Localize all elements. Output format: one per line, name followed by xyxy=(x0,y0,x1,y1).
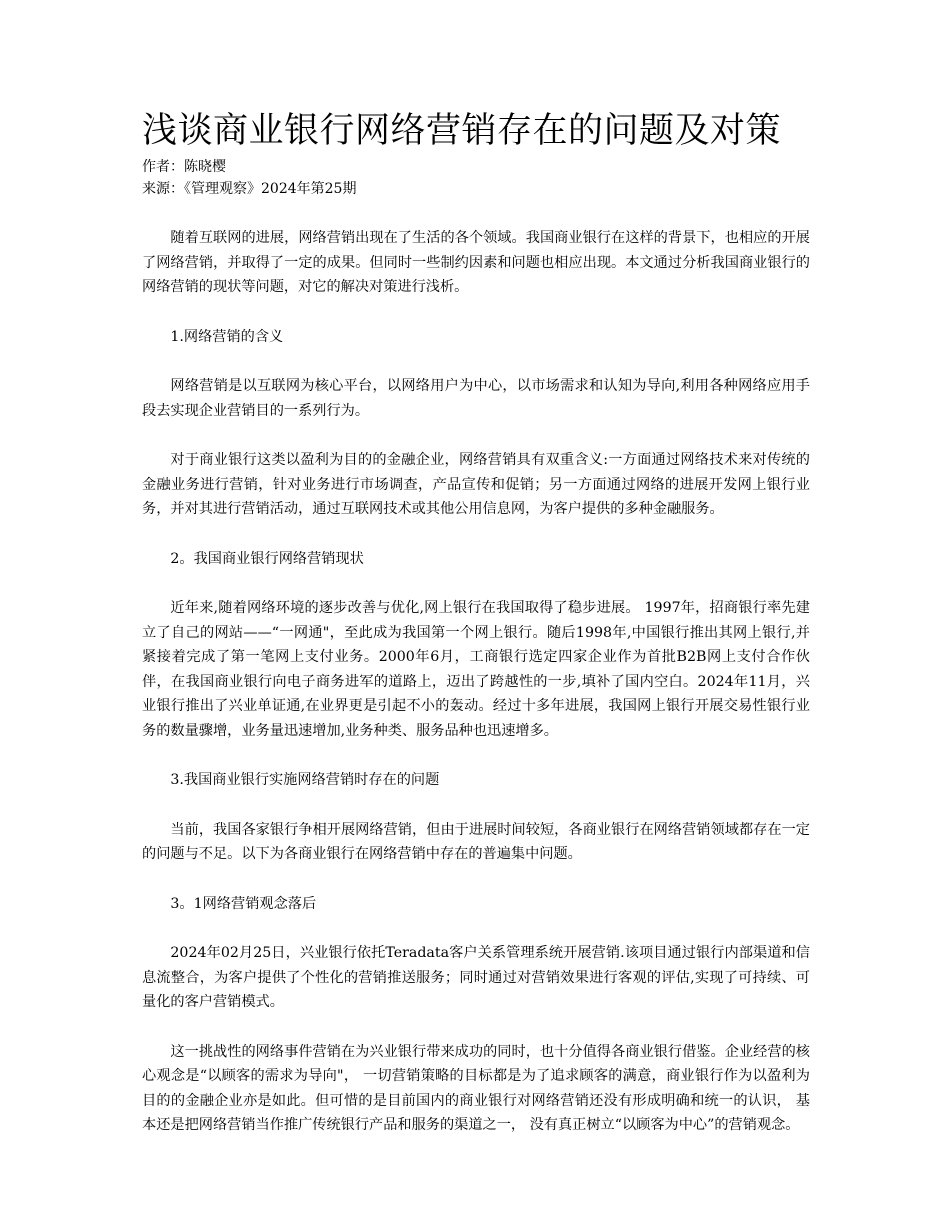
article-page xyxy=(142,108,810,1163)
section-heading-2: 2。我国商业银行网络营销现状 xyxy=(170,550,364,567)
paragraph-customer-concept: 这一挑战性的网络事件营销在为兴业银行带来成功的同时，也十分值得各商业银行借鉴。企业经营的核心观念是“以顾客的需求为导向"， 一切营销策略的目标都是为了追求顾客的满意，商业银行作为以盈利为目的的金融企业亦是如此。但可惜的是目前国内的商业银行对网络营销还没有形成明确和统一的认识， 基本还是把网络营销当作推广传统银行产品和服务的渠道之一， 没有真正树立“以顾客为中心”的营销观念。 xyxy=(142,1043,810,1133)
paragraph-teradata: 2024年02月25日，兴业银行依托Teradata客户关系管理系统开展营销.该项目通过银行内部渠道和信息流整合，为客户提供了个性化的营销推送服务；同时通过对营销效果进行客观的评估,实现了可持续、可量化的客户营销模式。 xyxy=(142,945,810,1010)
article-source: 来源：《管理观察》2024年第25期 xyxy=(142,181,357,197)
paragraph-definition: 网络营销是以互联网为核心平台，以网络用户为中心，以市场需求和认知为导向,利用各种网络应用手段去实现企业营销目的一系列行为。 xyxy=(142,378,810,419)
paragraph-current-status: 近年来,随着网络环境的逐步改善与优化,网上银行在我国取得了稳步进展。 1997年，招商银行率先建立了自己的网站——“一网通"，至此成为我国第一个网上银行。随后1998年,中国银行推出其网上银行,并紧接着完成了第一笔网上支付业务。2000年6月，工商银行选定四家企业作为首批B2B网上支付合作伙伴，在我国商业银行向电子商务进军的道路上，迈出了跨越性的一步,填补了国内空白。2024年11月，兴业银行推出了兴业单证通,在业界更是引起不小的轰动。经过十多年进展，我国网上银行开展交易性银行业务的数量骤增，业务量迅速增加,业务种类、服务品种也迅速增多。 xyxy=(142,600,810,739)
section-heading-3: 3.我国商业银行实施网络营销时存在的问题 xyxy=(170,772,440,788)
article-meta xyxy=(142,156,810,200)
article-author: 作者：陈晓樱 xyxy=(142,159,226,175)
article-title: 浅谈商业银行网络营销存在的问题及对策 xyxy=(142,111,782,151)
paragraph-dual-meaning: 对于商业银行这类以盈利为目的的金融企业，网络营销具有双重含义:一方面通过网络技术来对传统的金融业务进行营销，针对业务进行市场调查，产品宣传和促销；另一方面通过网络的进展开发网上银行业务，并对其进行营销活动，通过互联网技术或其他公用信息网，为客户提供的多种金融服务。 xyxy=(142,452,810,517)
section-heading-1: 1.网络营销的含义 xyxy=(170,328,284,345)
paragraph-intro: 随着互联网的进展，网络营销出现在了生活的各个领域。我国商业银行在这样的背景下，也相应的开展了网络营销，并取得了一定的成果。但同时一些制约因素和问题也相应出现。本文通过分析我国商业银行的网络营销的现状等问题，对它的解决对策进行浅析。 xyxy=(142,230,810,295)
paragraph-problems: 当前，我国各家银行争相开展网络营销，但由于进展时间较短，各商业银行在网络营销领域都存在一定的问题与不足。以下为各商业银行在网络营销中存在的普遍集中问题。 xyxy=(142,821,810,862)
section-heading-3-1: 3。1网络营销观念落后 xyxy=(170,895,317,912)
